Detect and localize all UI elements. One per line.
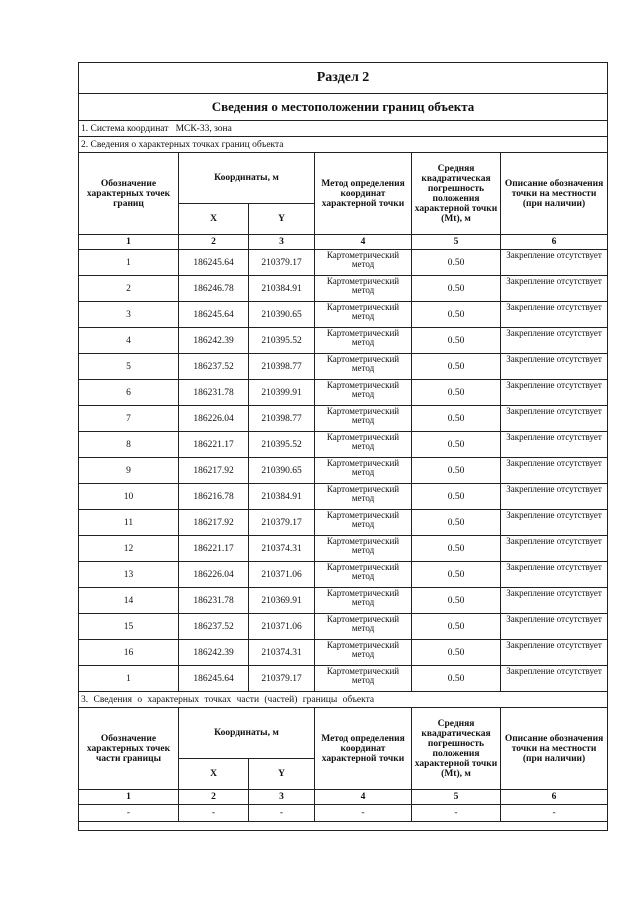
- table-row: [79, 458, 608, 484]
- y-cell: 210379.17: [249, 666, 315, 692]
- header-x: X: [179, 759, 249, 790]
- point-cell: 6: [79, 380, 179, 406]
- header-point: Обозначение характерных точек границ: [79, 153, 179, 235]
- x-cell: 186245.64: [179, 302, 249, 328]
- point-cell: 3: [79, 302, 179, 328]
- x-cell: 186217.92: [179, 458, 249, 484]
- method-cell: Картометрический метод: [315, 406, 412, 432]
- header-description: Описание обозначения точки на местности (при наличии): [501, 153, 608, 235]
- x-cell: 186231.78: [179, 380, 249, 406]
- header-error: Средняя квадратическая погрешность положения характерной точки (Mt), м: [412, 153, 501, 235]
- point-cell: 1: [79, 666, 179, 692]
- point-cell: 14: [79, 588, 179, 614]
- description-cell: Закрепление отсутствует: [501, 666, 608, 692]
- description-cell: Закрепление отсутствует: [501, 510, 608, 536]
- description-cell: Закрепление отсутствует: [501, 640, 608, 666]
- table-row: [79, 432, 608, 458]
- header-y: Y: [249, 204, 315, 235]
- description-cell: Закрепление отсутствует: [501, 276, 608, 302]
- empty-cell: -: [79, 805, 179, 822]
- error-cell: 0.50: [412, 276, 501, 302]
- point-cell: 12: [79, 536, 179, 562]
- y-cell: 210398.77: [249, 406, 315, 432]
- method-cell: Картометрический метод: [315, 640, 412, 666]
- point-cell: 5: [79, 354, 179, 380]
- section-label: Раздел 2: [79, 63, 608, 94]
- method-cell: Картометрический метод: [315, 458, 412, 484]
- method-cell: Картометрический метод: [315, 432, 412, 458]
- empty-cell: -: [179, 805, 249, 822]
- error-cell: 0.50: [412, 328, 501, 354]
- point-cell: 10: [79, 484, 179, 510]
- table-row: [79, 406, 608, 432]
- column-number: 5: [412, 790, 501, 805]
- method-cell: Картометрический метод: [315, 510, 412, 536]
- y-cell: 210379.17: [249, 250, 315, 276]
- description-cell: Закрепление отсутствует: [501, 562, 608, 588]
- method-cell: Картометрический метод: [315, 484, 412, 510]
- table2-caption: 3. Сведения о характерных точках части (частей) границы объекта: [79, 692, 608, 708]
- table-row: [79, 562, 608, 588]
- header-point: Обозначение характерных точек части границы: [79, 708, 179, 790]
- empty-cell: -: [501, 805, 608, 822]
- point-cell: 2: [79, 276, 179, 302]
- error-cell: 0.50: [412, 250, 501, 276]
- table-row: [79, 302, 608, 328]
- x-cell: 186245.64: [179, 666, 249, 692]
- empty-cell: -: [315, 805, 412, 822]
- method-cell: Картометрический метод: [315, 250, 412, 276]
- y-cell: 210379.17: [249, 510, 315, 536]
- table-row: [79, 614, 608, 640]
- point-cell: 15: [79, 614, 179, 640]
- header-x: X: [179, 204, 249, 235]
- method-cell: Картометрический метод: [315, 276, 412, 302]
- error-cell: 0.50: [412, 614, 501, 640]
- header-error: Средняя квадратическая погрешность положения характерной точки (Mt), м: [412, 708, 501, 790]
- y-cell: 210371.06: [249, 614, 315, 640]
- description-cell: Закрепление отсутствует: [501, 354, 608, 380]
- y-cell: 210384.91: [249, 484, 315, 510]
- point-cell: 16: [79, 640, 179, 666]
- column-number: 4: [315, 235, 412, 250]
- point-cell: 9: [79, 458, 179, 484]
- y-cell: 210399.91: [249, 380, 315, 406]
- column-number: 2: [179, 235, 249, 250]
- description-cell: Закрепление отсутствует: [501, 380, 608, 406]
- error-cell: 0.50: [412, 562, 501, 588]
- y-cell: 210374.31: [249, 640, 315, 666]
- error-cell: 0.50: [412, 640, 501, 666]
- column-numbers: [79, 790, 608, 805]
- y-cell: 210384.91: [249, 276, 315, 302]
- y-cell: 210395.52: [249, 328, 315, 354]
- description-cell: Закрепление отсутствует: [501, 406, 608, 432]
- error-cell: 0.50: [412, 354, 501, 380]
- description-cell: Закрепление отсутствует: [501, 328, 608, 354]
- column-number: 3: [249, 235, 315, 250]
- y-cell: 210395.52: [249, 432, 315, 458]
- column-number: 3: [249, 790, 315, 805]
- boundary-table: [78, 62, 608, 831]
- error-cell: 0.50: [412, 536, 501, 562]
- x-cell: 186237.52: [179, 354, 249, 380]
- table-row: [79, 484, 608, 510]
- description-cell: Закрепление отсутствует: [501, 302, 608, 328]
- table-row: [79, 805, 608, 822]
- column-number: 6: [501, 235, 608, 250]
- method-cell: Картометрический метод: [315, 562, 412, 588]
- x-cell: 186216.78: [179, 484, 249, 510]
- point-cell: 11: [79, 510, 179, 536]
- method-cell: Картометрический метод: [315, 302, 412, 328]
- header-method: Метод определения координат характерной точки: [315, 708, 412, 790]
- table-row: [79, 666, 608, 692]
- column-number: 6: [501, 790, 608, 805]
- point-cell: 13: [79, 562, 179, 588]
- document-page: [78, 62, 607, 831]
- x-cell: 186217.92: [179, 510, 249, 536]
- column-number: 5: [412, 235, 501, 250]
- error-cell: 0.50: [412, 458, 501, 484]
- method-cell: Картометрический метод: [315, 328, 412, 354]
- empty-cell: -: [249, 805, 315, 822]
- error-cell: 0.50: [412, 302, 501, 328]
- coordinate-system: [79, 121, 608, 137]
- table-row: [79, 536, 608, 562]
- description-cell: Закрепление отсутствует: [501, 614, 608, 640]
- method-cell: Картометрический метод: [315, 354, 412, 380]
- x-cell: 186242.39: [179, 640, 249, 666]
- coordinate-system-value: МСК-33, зона: [175, 123, 232, 134]
- method-cell: Картометрический метод: [315, 614, 412, 640]
- x-cell: 186237.52: [179, 614, 249, 640]
- error-cell: 0.50: [412, 588, 501, 614]
- column-numbers: [79, 235, 608, 250]
- description-cell: Закрепление отсутствует: [501, 432, 608, 458]
- header-coords: Координаты, м: [179, 153, 315, 204]
- header-y: Y: [249, 759, 315, 790]
- point-cell: 7: [79, 406, 179, 432]
- x-cell: 186245.64: [179, 250, 249, 276]
- x-cell: 186246.78: [179, 276, 249, 302]
- header-method: Метод определения координат характерной точки: [315, 153, 412, 235]
- empty-cell: -: [412, 805, 501, 822]
- description-cell: Закрепление отсутствует: [501, 250, 608, 276]
- table-row: [79, 354, 608, 380]
- y-cell: 210371.06: [249, 562, 315, 588]
- x-cell: 186221.17: [179, 536, 249, 562]
- table1-caption: 2. Сведения о характерных точках границ объекта: [79, 137, 608, 153]
- x-cell: 186242.39: [179, 328, 249, 354]
- x-cell: 186231.78: [179, 588, 249, 614]
- x-cell: 186226.04: [179, 406, 249, 432]
- table-row: [79, 380, 608, 406]
- method-cell: Картометрический метод: [315, 666, 412, 692]
- table-row: [79, 640, 608, 666]
- error-cell: 0.50: [412, 380, 501, 406]
- point-cell: 8: [79, 432, 179, 458]
- point-cell: 4: [79, 328, 179, 354]
- method-cell: Картометрический метод: [315, 536, 412, 562]
- table-row: [79, 250, 608, 276]
- y-cell: 210369.91: [249, 588, 315, 614]
- error-cell: 0.50: [412, 432, 501, 458]
- error-cell: 0.50: [412, 666, 501, 692]
- x-cell: 186226.04: [179, 562, 249, 588]
- method-cell: Картометрический метод: [315, 588, 412, 614]
- table-row: [79, 276, 608, 302]
- error-cell: 0.50: [412, 484, 501, 510]
- column-number: 1: [79, 790, 179, 805]
- header-coords: Координаты, м: [179, 708, 315, 759]
- description-cell: Закрепление отсутствует: [501, 536, 608, 562]
- x-cell: 186221.17: [179, 432, 249, 458]
- coordinate-system-label: 1. Система координат: [81, 123, 169, 134]
- y-cell: 210398.77: [249, 354, 315, 380]
- y-cell: 210374.31: [249, 536, 315, 562]
- error-cell: 0.50: [412, 406, 501, 432]
- error-cell: 0.50: [412, 510, 501, 536]
- y-cell: 210390.65: [249, 458, 315, 484]
- column-number: 2: [179, 790, 249, 805]
- point-cell: 1: [79, 250, 179, 276]
- table-footer-line: [79, 822, 608, 831]
- column-number: 4: [315, 790, 412, 805]
- table-row: [79, 510, 608, 536]
- table-row: [79, 328, 608, 354]
- y-cell: 210390.65: [249, 302, 315, 328]
- column-number: 1: [79, 235, 179, 250]
- description-cell: Закрепление отсутствует: [501, 588, 608, 614]
- method-cell: Картометрический метод: [315, 380, 412, 406]
- header-description: Описание обозначения точки на местности (при наличии): [501, 708, 608, 790]
- table-row: [79, 588, 608, 614]
- description-cell: Закрепление отсутствует: [501, 458, 608, 484]
- document-title: Сведения о местоположении границ объекта: [79, 94, 608, 121]
- description-cell: Закрепление отсутствует: [501, 484, 608, 510]
